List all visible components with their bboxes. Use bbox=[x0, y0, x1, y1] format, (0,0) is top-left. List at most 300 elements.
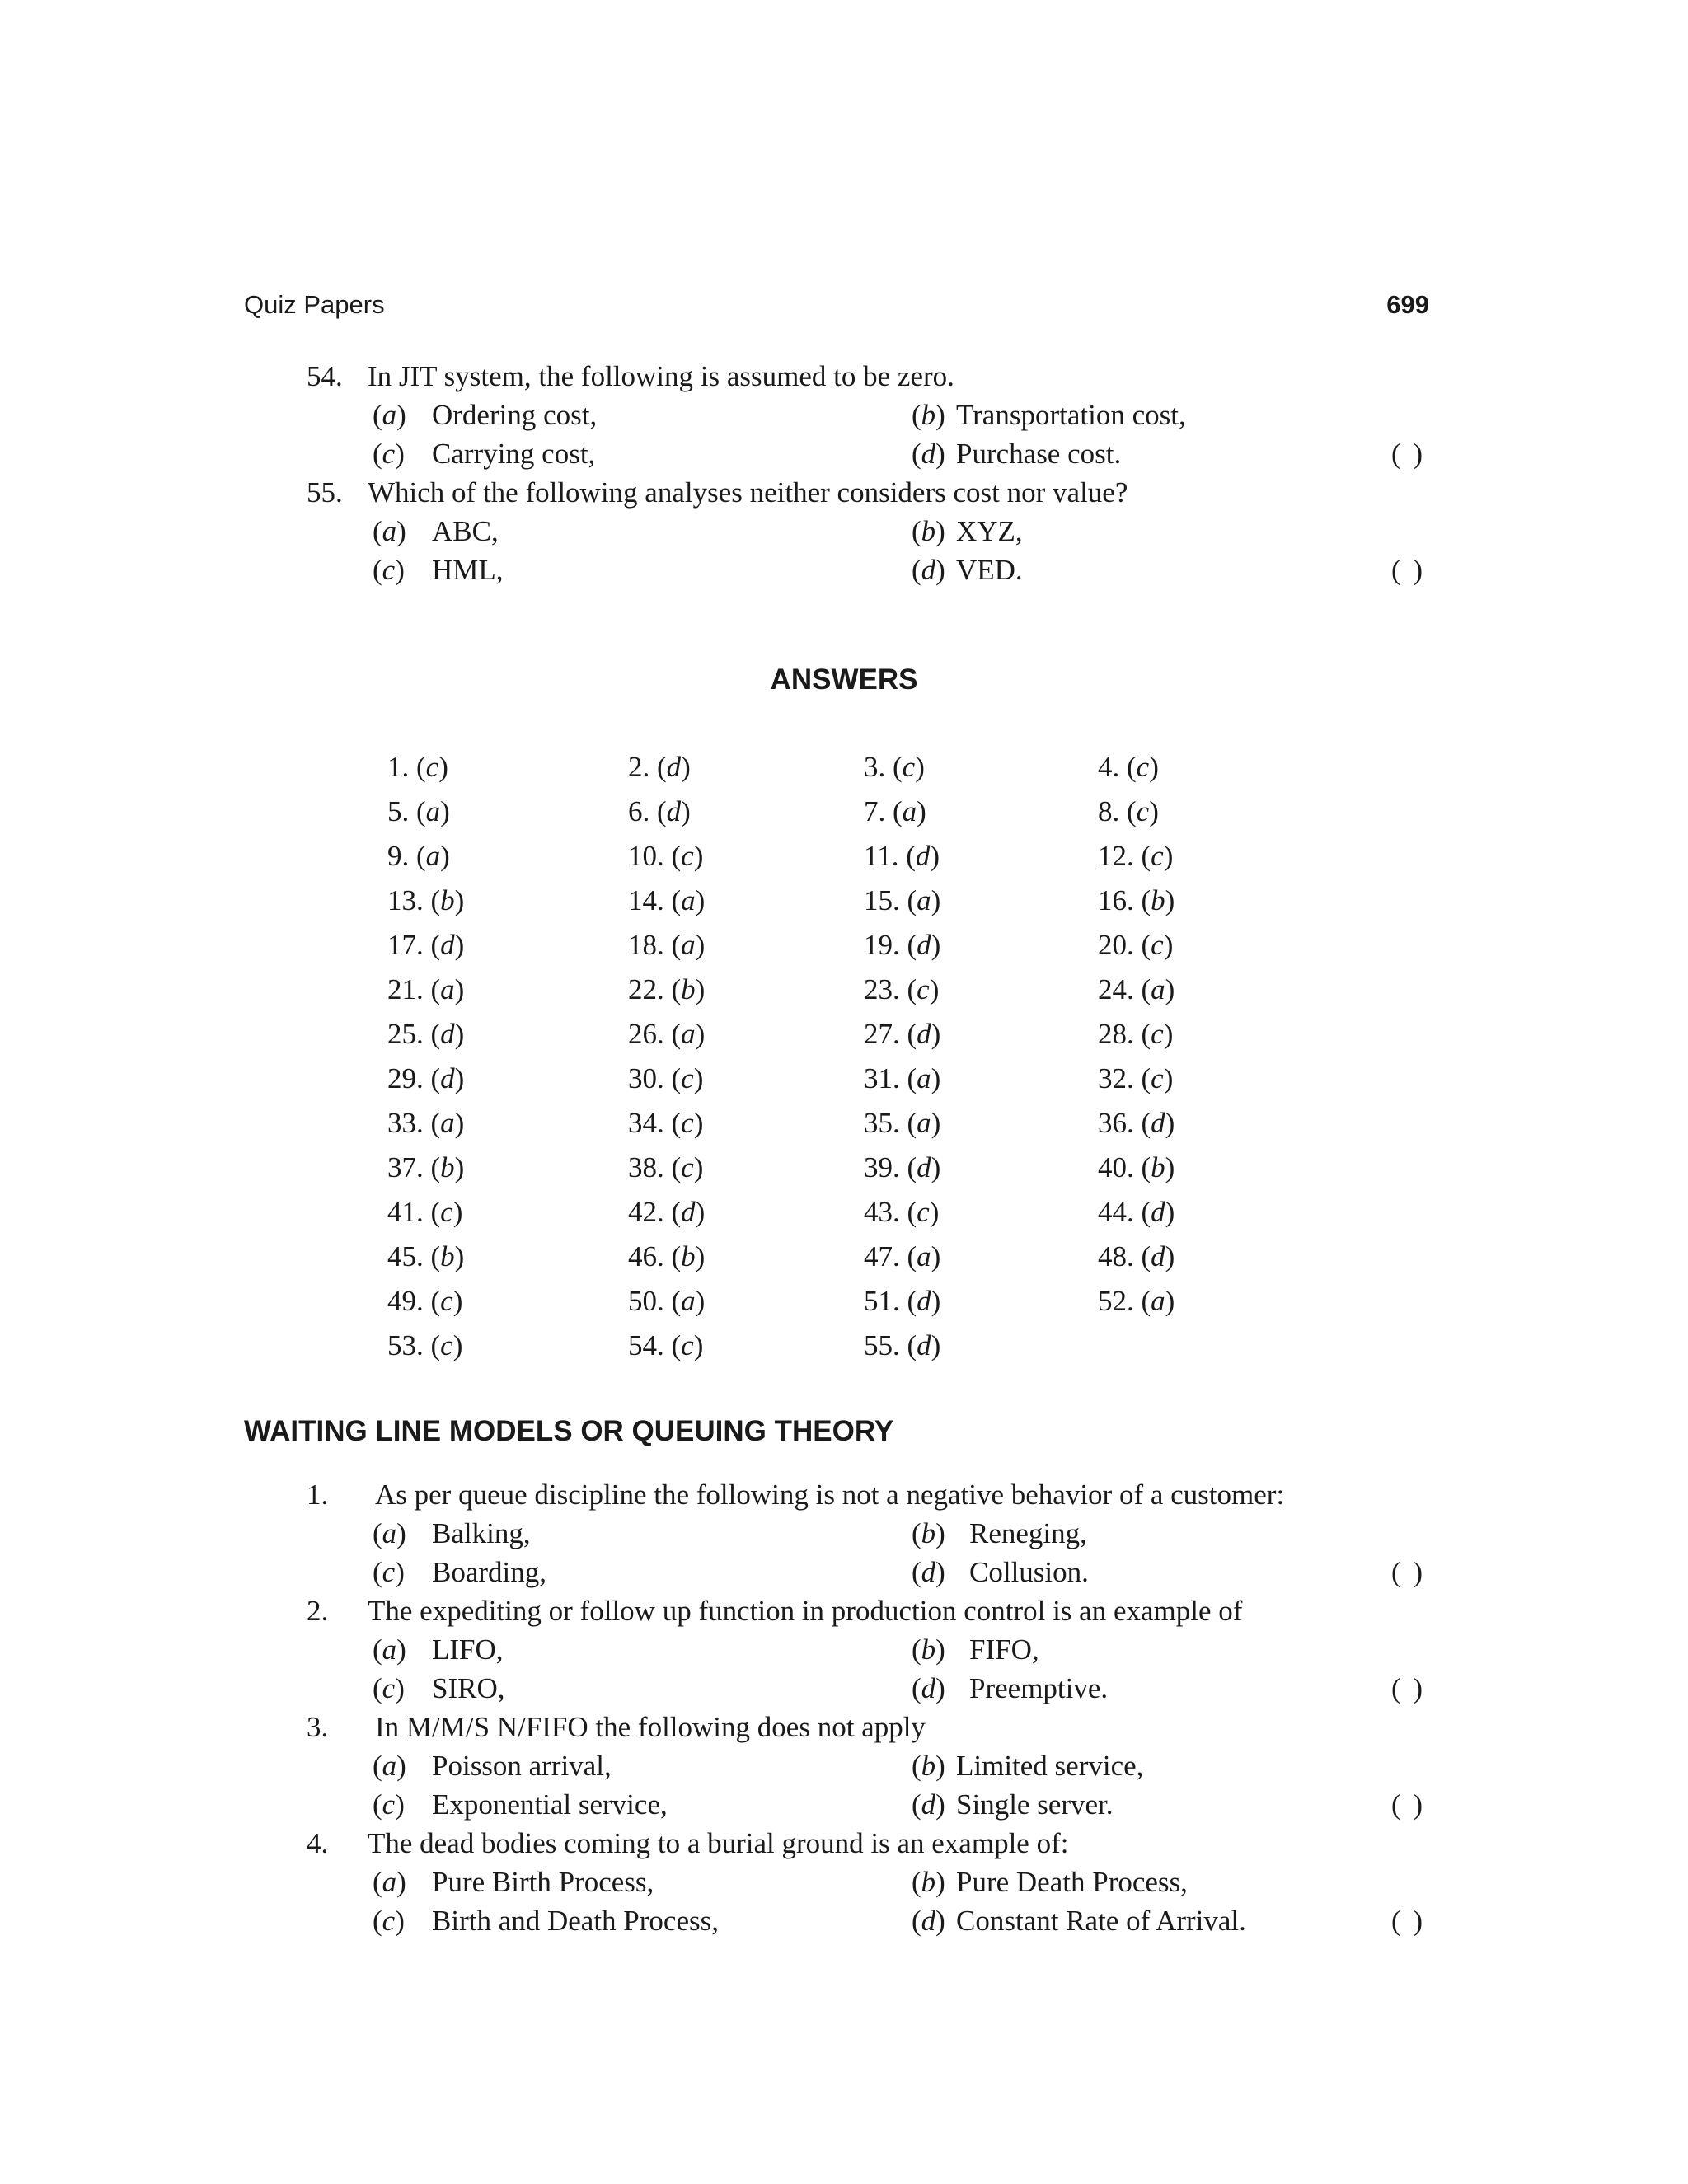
option-label: (b) bbox=[912, 1866, 945, 1898]
answer-row bbox=[387, 1057, 1212, 1101]
question-row bbox=[0, 473, 1688, 512]
answer-item: 33. (a) bbox=[387, 1107, 465, 1139]
option-d bbox=[912, 1785, 1114, 1824]
option-b bbox=[912, 512, 1023, 551]
answer-number: 48. bbox=[1098, 1240, 1134, 1272]
answer-item: 6. (d) bbox=[628, 795, 691, 827]
option-label: (c) bbox=[373, 438, 405, 470]
answer-letter: c bbox=[1151, 1062, 1164, 1094]
answer-item: 9. (a) bbox=[387, 840, 450, 872]
option-text: VED. bbox=[956, 554, 1023, 586]
answer-item: 19. (d) bbox=[864, 929, 941, 961]
option-b bbox=[912, 1514, 1087, 1553]
answer-letter: d bbox=[681, 1196, 696, 1228]
option-letter: d bbox=[921, 1556, 936, 1588]
option-text: Limited service, bbox=[956, 1750, 1144, 1782]
option-text: LIFO, bbox=[432, 1633, 504, 1666]
answer-number: 8. bbox=[1098, 795, 1120, 827]
option-text: Birth and Death Process, bbox=[432, 1905, 719, 1937]
answer-bracket: ( ) bbox=[1391, 1556, 1423, 1588]
answer-item: 49. (c) bbox=[387, 1285, 463, 1317]
option-text: Single server. bbox=[956, 1788, 1114, 1821]
answer-item: 15. (a) bbox=[864, 884, 941, 916]
answer-number: 33. bbox=[387, 1107, 424, 1139]
option-d bbox=[912, 1553, 1089, 1591]
option-row bbox=[0, 1785, 1688, 1824]
question-number: 1. bbox=[307, 1479, 329, 1511]
question-text: The expediting or follow up function in production control is an example of bbox=[368, 1595, 1243, 1627]
answer-number: 9. bbox=[387, 840, 410, 872]
option-label: (c) bbox=[373, 554, 405, 586]
answer-item: 10. (c) bbox=[628, 840, 704, 872]
option-letter: a bbox=[382, 1750, 397, 1782]
answer-item: 23. (c) bbox=[864, 973, 940, 1005]
option-label: (d) bbox=[912, 554, 945, 586]
option-row bbox=[0, 1901, 1688, 1940]
option-label: (a) bbox=[373, 1750, 406, 1782]
option-text: Pure Death Process, bbox=[956, 1866, 1188, 1898]
answer-letter: c bbox=[917, 973, 930, 1005]
answer-number: 47. bbox=[864, 1240, 900, 1272]
answer-letter: a bbox=[902, 795, 917, 827]
question-number: 4. bbox=[307, 1827, 329, 1859]
answer-number: 45. bbox=[387, 1240, 424, 1272]
option-row bbox=[0, 1553, 1688, 1591]
answer-row bbox=[387, 1324, 1212, 1368]
answer-number: 49. bbox=[387, 1285, 424, 1317]
answer-letter: d bbox=[917, 929, 931, 961]
question-text: Which of the following analyses neither considers cost nor value? bbox=[368, 476, 1128, 509]
answer-letter: d bbox=[666, 751, 682, 783]
option-text: Preemptive. bbox=[969, 1672, 1109, 1704]
answer-number: 44. bbox=[1098, 1196, 1134, 1228]
option-letter: c bbox=[382, 438, 396, 470]
option-letter: b bbox=[921, 399, 936, 431]
answer-bracket: ( ) bbox=[1391, 438, 1423, 470]
answer-letter: c bbox=[1151, 840, 1164, 872]
question-number: 55. bbox=[307, 476, 343, 509]
option-letter: d bbox=[921, 1788, 936, 1821]
answer-item: 18. (a) bbox=[628, 929, 706, 961]
answer-letter: a bbox=[681, 1018, 696, 1050]
answer-number: 29. bbox=[387, 1062, 424, 1094]
answer-letter: b bbox=[1151, 884, 1165, 916]
answer-item: 54. (c) bbox=[628, 1329, 704, 1361]
answer-letter: c bbox=[917, 1196, 930, 1228]
answer-letter: d bbox=[917, 1018, 931, 1050]
option-label: (a) bbox=[373, 399, 406, 431]
answer-number: 53. bbox=[387, 1329, 424, 1361]
answer-row bbox=[387, 1012, 1212, 1057]
option-letter: b bbox=[921, 1750, 936, 1782]
option-a bbox=[373, 512, 499, 551]
option-text: ABC, bbox=[432, 515, 499, 547]
option-text: Constant Rate of Arrival. bbox=[956, 1905, 1246, 1937]
answer-letter: c bbox=[681, 1151, 694, 1183]
answer-letter: b bbox=[681, 1240, 696, 1272]
answer-letter: d bbox=[1151, 1107, 1165, 1139]
section-heading: WAITING LINE MODELS OR QUEUING THEORY bbox=[244, 1415, 894, 1447]
answer-item: 40. (b) bbox=[1098, 1151, 1175, 1183]
option-label: (b) bbox=[912, 1517, 945, 1549]
answer-letter: d bbox=[917, 1329, 931, 1361]
answer-number: 19. bbox=[864, 929, 900, 961]
answer-item: 24. (a) bbox=[1098, 973, 1175, 1005]
answer-letter: c bbox=[681, 840, 694, 872]
answer-item: 29. (d) bbox=[387, 1062, 465, 1094]
answer-number: 28. bbox=[1098, 1018, 1134, 1050]
answer-row bbox=[387, 1235, 1212, 1279]
option-label: (d) bbox=[912, 438, 945, 470]
question-row bbox=[0, 1475, 1688, 1514]
question-text: The dead bodies coming to a burial ground is an example of: bbox=[368, 1827, 1069, 1859]
answer-number: 41. bbox=[387, 1196, 424, 1228]
option-row bbox=[0, 1514, 1688, 1553]
option-label: (b) bbox=[912, 515, 945, 547]
answer-item: 38. (c) bbox=[628, 1151, 704, 1183]
answer-number: 17. bbox=[387, 929, 424, 961]
option-label: (a) bbox=[373, 515, 406, 547]
answer-item: 47. (a) bbox=[864, 1240, 941, 1272]
option-text: Collusion. bbox=[969, 1556, 1089, 1588]
answer-item: 37. (b) bbox=[387, 1151, 465, 1183]
answer-row bbox=[387, 1279, 1212, 1324]
answer-row bbox=[387, 790, 1212, 834]
option-label: (c) bbox=[373, 1672, 405, 1704]
answer-item: 4. (c) bbox=[1098, 751, 1159, 783]
answer-number: 1. bbox=[387, 751, 410, 783]
option-text: Exponential service, bbox=[432, 1788, 668, 1821]
answer-letter: a bbox=[917, 884, 931, 916]
answer-item: 48. (d) bbox=[1098, 1240, 1175, 1272]
answer-letter: a bbox=[425, 840, 441, 872]
answer-row bbox=[387, 1101, 1212, 1146]
answer-item: 52. (a) bbox=[1098, 1285, 1175, 1317]
option-b bbox=[912, 396, 1186, 434]
answer-letter: a bbox=[1151, 1285, 1165, 1317]
option-label: (d) bbox=[912, 1788, 945, 1821]
answer-number: 2. bbox=[628, 751, 650, 783]
answer-number: 10. bbox=[628, 840, 664, 872]
option-c bbox=[373, 1785, 668, 1824]
answer-letter: a bbox=[917, 1240, 931, 1272]
answer-letter: d bbox=[440, 929, 455, 961]
option-text: HML, bbox=[432, 554, 504, 586]
answer-item: 1. (c) bbox=[387, 751, 448, 783]
answer-letter: c bbox=[440, 1285, 453, 1317]
answer-number: 46. bbox=[628, 1240, 664, 1272]
answer-letter: c bbox=[1136, 795, 1150, 827]
answer-item: 32. (c) bbox=[1098, 1062, 1174, 1094]
option-c bbox=[373, 551, 504, 589]
answer-bracket: ( ) bbox=[1391, 554, 1423, 586]
answer-bracket: ( ) bbox=[1391, 1672, 1423, 1704]
option-text: Ordering cost, bbox=[432, 399, 598, 431]
option-a bbox=[373, 1746, 612, 1785]
running-header bbox=[244, 290, 1429, 326]
option-text: Reneging, bbox=[969, 1517, 1087, 1549]
option-c bbox=[373, 1669, 505, 1708]
answer-item: 21. (a) bbox=[387, 973, 465, 1005]
answer-letter: a bbox=[917, 1107, 931, 1139]
answer-letter: d bbox=[666, 795, 682, 827]
answer-letter: c bbox=[440, 1196, 453, 1228]
answer-number: 15. bbox=[864, 884, 900, 916]
answer-number: 23. bbox=[864, 973, 900, 1005]
option-label: (a) bbox=[373, 1633, 406, 1666]
answer-letter: c bbox=[425, 751, 439, 783]
answer-letter: c bbox=[1136, 751, 1150, 783]
answer-letter: c bbox=[440, 1329, 453, 1361]
answer-number: 11. bbox=[864, 840, 899, 872]
answer-number: 22. bbox=[628, 973, 664, 1005]
answer-letter: d bbox=[440, 1062, 455, 1094]
answer-item: 50. (a) bbox=[628, 1285, 706, 1317]
answer-item: 43. (c) bbox=[864, 1196, 940, 1228]
answer-item: 2. (d) bbox=[628, 751, 691, 783]
option-letter: a bbox=[382, 399, 397, 431]
option-d bbox=[912, 434, 1121, 473]
option-label: (d) bbox=[912, 1672, 945, 1704]
option-letter: d bbox=[921, 1905, 936, 1937]
option-text: FIFO, bbox=[969, 1633, 1039, 1666]
option-text: Pure Birth Process, bbox=[432, 1866, 654, 1898]
answer-bracket: ( ) bbox=[1391, 1788, 1423, 1821]
answer-number: 30. bbox=[628, 1062, 664, 1094]
option-row bbox=[0, 1669, 1688, 1708]
answer-number: 55. bbox=[864, 1329, 900, 1361]
answer-number: 50. bbox=[628, 1285, 664, 1317]
answer-item: 30. (c) bbox=[628, 1062, 704, 1094]
question-text: As per queue discipline the following is not a negative behavior of a customer: bbox=[375, 1479, 1285, 1511]
option-row bbox=[0, 512, 1688, 551]
question-row bbox=[0, 1824, 1688, 1863]
option-label: (c) bbox=[373, 1556, 405, 1588]
option-c bbox=[373, 434, 595, 473]
answer-letter: a bbox=[440, 973, 455, 1005]
answers-heading: ANSWERS bbox=[770, 663, 918, 696]
option-a bbox=[373, 396, 597, 434]
option-d bbox=[912, 551, 1023, 589]
answer-number: 25. bbox=[387, 1018, 424, 1050]
answer-bracket: ( ) bbox=[1391, 1905, 1423, 1937]
answer-row bbox=[387, 1146, 1212, 1190]
answer-letter: d bbox=[915, 840, 931, 872]
answer-letter: b bbox=[681, 973, 696, 1005]
answer-item: 28. (c) bbox=[1098, 1018, 1174, 1050]
answer-item: 41. (c) bbox=[387, 1196, 463, 1228]
answer-number: 18. bbox=[628, 929, 664, 961]
option-label: (c) bbox=[373, 1905, 405, 1937]
question-row bbox=[0, 357, 1688, 396]
question-number: 54. bbox=[307, 360, 343, 392]
answer-number: 52. bbox=[1098, 1285, 1134, 1317]
option-letter: b bbox=[921, 515, 936, 547]
answer-item: 53. (c) bbox=[387, 1329, 463, 1361]
answer-number: 39. bbox=[864, 1151, 900, 1183]
option-a bbox=[373, 1630, 504, 1669]
answer-item: 26. (a) bbox=[628, 1018, 706, 1050]
option-label: (d) bbox=[912, 1905, 945, 1937]
option-text: Poisson arrival, bbox=[432, 1750, 612, 1782]
option-letter: d bbox=[921, 554, 936, 586]
answer-row bbox=[387, 1190, 1212, 1235]
answer-number: 7. bbox=[864, 795, 886, 827]
answer-number: 27. bbox=[864, 1018, 900, 1050]
question-row bbox=[0, 1708, 1688, 1746]
option-b bbox=[912, 1630, 1039, 1669]
answers-grid bbox=[387, 745, 1212, 1368]
answer-letter: c bbox=[681, 1107, 694, 1139]
answer-letter: a bbox=[917, 1062, 931, 1094]
option-letter: c bbox=[382, 554, 396, 586]
option-c bbox=[373, 1901, 719, 1940]
question-list-top bbox=[0, 357, 1688, 589]
option-text: Carrying cost, bbox=[432, 438, 596, 470]
answer-item: 25. (d) bbox=[387, 1018, 465, 1050]
answer-letter: d bbox=[1151, 1240, 1165, 1272]
question-row bbox=[0, 1591, 1688, 1630]
answer-letter: a bbox=[440, 1107, 455, 1139]
page-number: 699 bbox=[1386, 290, 1429, 319]
answer-letter: d bbox=[440, 1018, 455, 1050]
option-letter: c bbox=[382, 1788, 396, 1821]
option-row bbox=[0, 396, 1688, 434]
answer-row bbox=[387, 879, 1212, 923]
option-letter: c bbox=[382, 1672, 396, 1704]
option-label: (b) bbox=[912, 1633, 945, 1666]
answer-number: 6. bbox=[628, 795, 650, 827]
answer-item: 27. (d) bbox=[864, 1018, 941, 1050]
option-a bbox=[373, 1514, 531, 1553]
answer-letter: d bbox=[1151, 1196, 1165, 1228]
option-letter: a bbox=[382, 1633, 397, 1666]
answer-letter: b bbox=[440, 1240, 455, 1272]
question-number: 3. bbox=[307, 1711, 329, 1743]
answer-item: 5. (a) bbox=[387, 795, 450, 827]
option-text: SIRO, bbox=[432, 1672, 505, 1704]
answer-row bbox=[387, 923, 1212, 968]
answer-letter: b bbox=[440, 884, 455, 916]
answer-row bbox=[387, 968, 1212, 1012]
option-letter: d bbox=[921, 1672, 936, 1704]
answer-letter: c bbox=[681, 1329, 694, 1361]
answer-row bbox=[387, 834, 1212, 879]
answer-number: 5. bbox=[387, 795, 410, 827]
option-label: (c) bbox=[373, 1788, 405, 1821]
answer-letter: b bbox=[440, 1151, 455, 1183]
answer-item: 14. (a) bbox=[628, 884, 706, 916]
option-row bbox=[0, 1863, 1688, 1901]
answer-item: 39. (d) bbox=[864, 1151, 941, 1183]
answer-letter: a bbox=[681, 884, 696, 916]
option-row bbox=[0, 1630, 1688, 1669]
answer-number: 32. bbox=[1098, 1062, 1134, 1094]
answer-number: 54. bbox=[628, 1329, 664, 1361]
answer-item: 51. (d) bbox=[864, 1285, 941, 1317]
option-label: (d) bbox=[912, 1556, 945, 1588]
answer-number: 51. bbox=[864, 1285, 900, 1317]
answer-number: 13. bbox=[387, 884, 424, 916]
answer-item: 20. (c) bbox=[1098, 929, 1174, 961]
answer-item: 12. (c) bbox=[1098, 840, 1174, 872]
answer-item: 8. (c) bbox=[1098, 795, 1159, 827]
option-letter: c bbox=[382, 1556, 396, 1588]
answer-item: 22. (b) bbox=[628, 973, 706, 1005]
option-text: Purchase cost. bbox=[956, 438, 1122, 470]
answer-letter: a bbox=[681, 929, 696, 961]
answer-item: 44. (d) bbox=[1098, 1196, 1175, 1228]
option-c bbox=[373, 1553, 546, 1591]
answer-number: 16. bbox=[1098, 884, 1134, 916]
answer-letter: c bbox=[1151, 929, 1164, 961]
option-letter: a bbox=[382, 515, 397, 547]
answer-number: 34. bbox=[628, 1107, 664, 1139]
answer-item: 35. (a) bbox=[864, 1107, 941, 1139]
answer-row bbox=[387, 745, 1212, 790]
answer-item: 55. (d) bbox=[864, 1329, 941, 1361]
answer-item: 45. (b) bbox=[387, 1240, 465, 1272]
answer-number: 37. bbox=[387, 1151, 424, 1183]
answer-item: 34. (c) bbox=[628, 1107, 704, 1139]
option-label: (b) bbox=[912, 1750, 945, 1782]
question-text: In M/M/S N/FIFO the following does not apply bbox=[375, 1711, 926, 1743]
answer-item: 36. (d) bbox=[1098, 1107, 1175, 1139]
option-letter: b bbox=[921, 1633, 936, 1666]
option-text: Transportation cost, bbox=[956, 399, 1186, 431]
option-text: Boarding, bbox=[432, 1556, 547, 1588]
answer-number: 43. bbox=[864, 1196, 900, 1228]
answer-item: 13. (b) bbox=[387, 884, 465, 916]
answer-number: 24. bbox=[1098, 973, 1134, 1005]
answer-number: 14. bbox=[628, 884, 664, 916]
option-label: (a) bbox=[373, 1866, 406, 1898]
option-row bbox=[0, 551, 1688, 589]
question-list-bottom bbox=[0, 1475, 1688, 1940]
answer-number: 42. bbox=[628, 1196, 664, 1228]
answer-number: 4. bbox=[1098, 751, 1120, 783]
option-letter: a bbox=[382, 1866, 397, 1898]
answer-letter: a bbox=[1151, 973, 1165, 1005]
answer-item: 31. (a) bbox=[864, 1062, 941, 1094]
answer-number: 35. bbox=[864, 1107, 900, 1139]
option-letter: b bbox=[921, 1866, 936, 1898]
question-text: In JIT system, the following is assumed to be zero. bbox=[368, 360, 954, 392]
answer-letter: d bbox=[917, 1151, 931, 1183]
option-b bbox=[912, 1746, 1143, 1785]
answer-number: 36. bbox=[1098, 1107, 1134, 1139]
answer-item: 7. (a) bbox=[864, 795, 926, 827]
option-a bbox=[373, 1863, 654, 1901]
answer-number: 26. bbox=[628, 1018, 664, 1050]
running-title: Quiz Papers bbox=[244, 290, 385, 319]
option-b bbox=[912, 1863, 1188, 1901]
option-label: (b) bbox=[912, 399, 945, 431]
answer-number: 21. bbox=[387, 973, 424, 1005]
answer-letter: c bbox=[902, 751, 916, 783]
option-letter: b bbox=[921, 1517, 936, 1549]
answer-number: 12. bbox=[1098, 840, 1134, 872]
answer-item: 3. (c) bbox=[864, 751, 925, 783]
question-number: 2. bbox=[307, 1595, 329, 1627]
answer-letter: a bbox=[425, 795, 441, 827]
option-letter: c bbox=[382, 1905, 396, 1937]
option-d bbox=[912, 1669, 1108, 1708]
option-row bbox=[0, 1746, 1688, 1785]
answer-number: 31. bbox=[864, 1062, 900, 1094]
answer-item: 42. (d) bbox=[628, 1196, 706, 1228]
option-letter: d bbox=[921, 438, 936, 470]
